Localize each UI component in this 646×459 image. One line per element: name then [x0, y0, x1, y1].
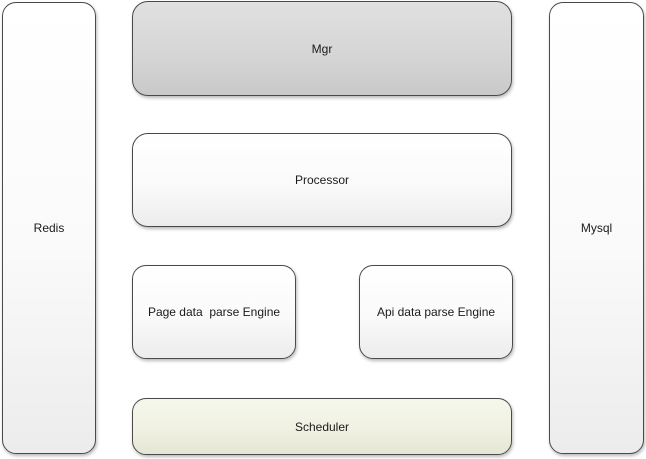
- processor-label: Processor: [294, 173, 350, 187]
- redis-block: [2, 2, 96, 454]
- mysql-block: [549, 2, 644, 454]
- mgr-block: [132, 1, 512, 96]
- scheduler-block: [132, 398, 512, 455]
- scheduler-label: Scheduler: [294, 419, 350, 434]
- redis-label: Redis: [33, 221, 65, 235]
- mysql-label: Mysql: [580, 221, 613, 235]
- processor-block: [132, 133, 512, 227]
- page-data-parse-engine-label: Page data parse Engine: [147, 305, 281, 319]
- api-data-parse-engine-label: Api data parse Engine: [376, 305, 496, 319]
- api-data-parse-engine-block: [359, 265, 513, 359]
- mgr-label: Mgr: [311, 41, 333, 56]
- page-data-parse-engine-block: [132, 265, 296, 359]
